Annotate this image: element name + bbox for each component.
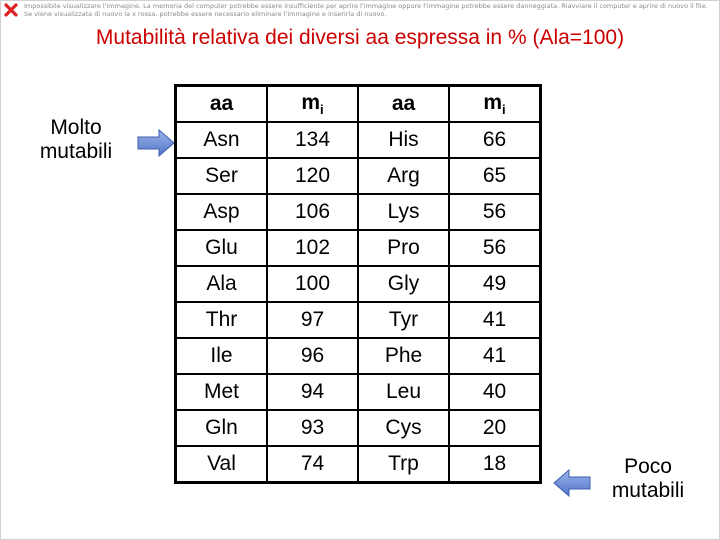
table-cell: 134 <box>267 122 358 158</box>
table-cell: Gln <box>176 410 268 446</box>
table-row <box>176 338 541 374</box>
table-cell: Met <box>176 374 268 410</box>
table-cell: His <box>358 122 449 158</box>
table-cell: 66 <box>449 122 541 158</box>
table-row <box>176 230 541 266</box>
table-cell: 93 <box>267 410 358 446</box>
table-row <box>176 302 541 338</box>
arrow-left-icon <box>553 468 591 498</box>
header-mi-2: $m_i$ <box>449 86 541 123</box>
table-cell: Tyr <box>358 302 449 338</box>
header-mi-1: $m_i$ <box>267 86 358 123</box>
table-cell: Leu <box>358 374 449 410</box>
table-row <box>176 374 541 410</box>
table-row <box>176 158 541 194</box>
table-row <box>176 266 541 302</box>
table-cell: 120 <box>267 158 358 194</box>
table-cell: 65 <box>449 158 541 194</box>
table-cell: 74 <box>267 446 358 483</box>
table-cell: Cys <box>358 410 449 446</box>
table-row <box>176 194 541 230</box>
table-cell: Ile <box>176 338 268 374</box>
table-cell: 97 <box>267 302 358 338</box>
broken-image-icon <box>3 2 19 18</box>
broken-image-message: Impossibile visualizzare l'immagine. La memoria del computer potrebbe essere insufficiente per aprire l'immagine oppure l'immagine potrebbe essere danneggiata. Riavviare il computer e aprire di nuovo il file. Se viene visualizzata di nuovo la x rossa, potrebbe essere necessario eliminare l'immagine e inserirla di nuovo. <box>24 2 708 18</box>
mutability-table <box>174 84 542 484</box>
table-row <box>176 446 541 483</box>
table-cell: Arg <box>358 158 449 194</box>
header-aa-1: aa <box>176 86 268 123</box>
table-cell: Trp <box>358 446 449 483</box>
table-cell: 100 <box>267 266 358 302</box>
table-cell: Val <box>176 446 268 483</box>
table-cell: Pro <box>358 230 449 266</box>
table-cell: Lys <box>358 194 449 230</box>
table-cell: 18 <box>449 446 541 483</box>
table-cell: 41 <box>449 302 541 338</box>
table-row <box>176 122 541 158</box>
table-cell: Ala <box>176 266 268 302</box>
table-row <box>176 410 541 446</box>
table-cell: Thr <box>176 302 268 338</box>
table-cell: 106 <box>267 194 358 230</box>
slide-title: Mutabilità relativa dei diversi aa espressa in % (Ala=100) <box>95 26 625 49</box>
table-cell: Gly <box>358 266 449 302</box>
table-cell: 56 <box>449 194 541 230</box>
table-header-row <box>176 86 541 123</box>
label-molto-mutabili: Molto mutabili <box>39 116 113 163</box>
arrow-right-icon <box>137 128 175 158</box>
table-cell: 41 <box>449 338 541 374</box>
header-aa-2: aa <box>358 86 449 123</box>
table-cell: Ser <box>176 158 268 194</box>
table-cell: 94 <box>267 374 358 410</box>
table-cell: 102 <box>267 230 358 266</box>
table-cell: 56 <box>449 230 541 266</box>
table-cell: 40 <box>449 374 541 410</box>
label-poco-mutabili: Poco mutabili <box>611 455 685 502</box>
table-cell: Asn <box>176 122 268 158</box>
table-cell: Phe <box>358 338 449 374</box>
table-cell: 20 <box>449 410 541 446</box>
table-cell: Asp <box>176 194 268 230</box>
table-cell: Glu <box>176 230 268 266</box>
table-cell: 49 <box>449 266 541 302</box>
table-cell: 96 <box>267 338 358 374</box>
